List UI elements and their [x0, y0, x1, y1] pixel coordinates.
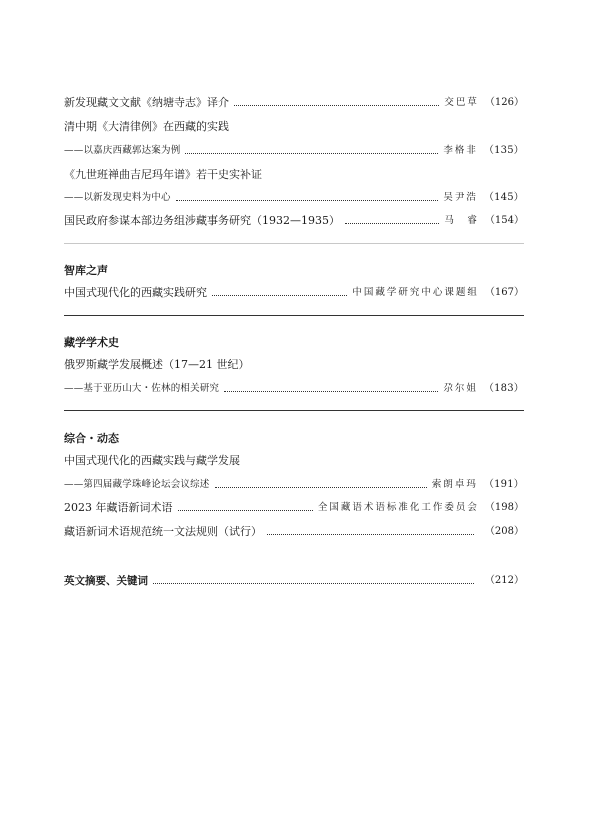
toc-entry[interactable] [64, 284, 524, 300]
toc-entry-subtitle[interactable] [64, 142, 524, 158]
section-heading: 智库之声 [64, 264, 108, 277]
dot-leader [234, 104, 439, 106]
entry-page: （135） [483, 145, 524, 156]
entry-title: ——基于亚历山大・佐林的相关研究 [64, 383, 220, 394]
section-heading: 藏学学术史 [64, 336, 119, 349]
entry-title: 俄罗斯藏学发展概述（17—21 世纪） [64, 358, 250, 371]
section-divider [64, 410, 524, 411]
toc-entry[interactable] [64, 118, 524, 134]
entry-author: 全国藏语术语标准化工作委员会 [317, 502, 479, 513]
entry-page: （183） [483, 383, 524, 394]
entry-page: （154） [484, 215, 524, 226]
entry-page: （167） [484, 287, 524, 298]
entry-author: 索朗卓玛 [431, 479, 478, 490]
toc-entry[interactable] [64, 499, 524, 515]
dot-leader [153, 582, 474, 584]
entry-title: ——以新发现史料为中心 [64, 192, 171, 203]
toc-entry-subtitle[interactable] [64, 476, 524, 492]
toc-entry-abstracts[interactable] [64, 572, 524, 588]
entry-author: 尕尔姐 [443, 383, 478, 394]
entry-title: 清中期《大清律例》在西藏的实践 [64, 120, 229, 133]
entry-title: 新发现藏文文献《纳塘寺志》译介 [64, 96, 229, 109]
entry-title: 藏语新词术语规范统一文法规则（试行） [64, 525, 262, 538]
toc-entry-subtitle[interactable] [64, 189, 524, 205]
entry-author: 吴尹浩 [443, 192, 478, 203]
entry-title: ——以嘉庆西藏郭达案为例 [64, 145, 181, 156]
entry-author: 马 睿 [444, 215, 479, 226]
dot-leader [224, 390, 438, 392]
dot-leader [176, 199, 439, 201]
entry-page: （126） [484, 97, 524, 108]
toc-entry[interactable] [64, 523, 524, 539]
dot-leader [215, 486, 427, 488]
entry-title: ——第四届藏学珠峰论坛会议综述 [64, 479, 210, 490]
toc-entry-subtitle[interactable] [64, 380, 524, 396]
toc-entry[interactable] [64, 212, 524, 228]
entry-title: 2023 年藏语新词术语 [64, 501, 173, 514]
entry-title: 英文摘要、关键词 [64, 575, 148, 587]
entry-author: 中国藏学研究中心课题组 [352, 287, 479, 298]
entry-page: （191） [483, 479, 524, 490]
section-heading: 综合・动态 [64, 432, 119, 445]
entry-page: （198） [484, 502, 524, 513]
dot-leader [185, 152, 438, 154]
toc-entry[interactable] [64, 94, 524, 110]
dot-leader [212, 294, 347, 296]
entry-title: 中国式现代化的西藏实践研究 [64, 286, 207, 299]
entry-page: （145） [483, 192, 524, 203]
dot-leader [345, 222, 439, 224]
dot-leader [267, 533, 474, 535]
entry-page: （208） [484, 526, 524, 537]
toc-entry[interactable] [64, 452, 524, 468]
section-divider [64, 243, 524, 244]
toc-entry[interactable] [64, 356, 524, 372]
dot-leader [178, 509, 313, 511]
entry-author: 李格非 [443, 145, 478, 156]
entry-author: 交巴草 [444, 97, 479, 108]
entry-title: 中国式现代化的西藏实践与藏学发展 [64, 454, 240, 467]
entry-title: 《九世班禅曲吉尼玛年谱》若干史实补证 [64, 168, 262, 181]
section-divider [64, 315, 524, 316]
entry-page: （212） [484, 575, 524, 586]
toc-entry[interactable] [64, 166, 524, 182]
entry-title: 国民政府参谋本部边务组涉藏事务研究（1932—1935） [64, 214, 340, 227]
